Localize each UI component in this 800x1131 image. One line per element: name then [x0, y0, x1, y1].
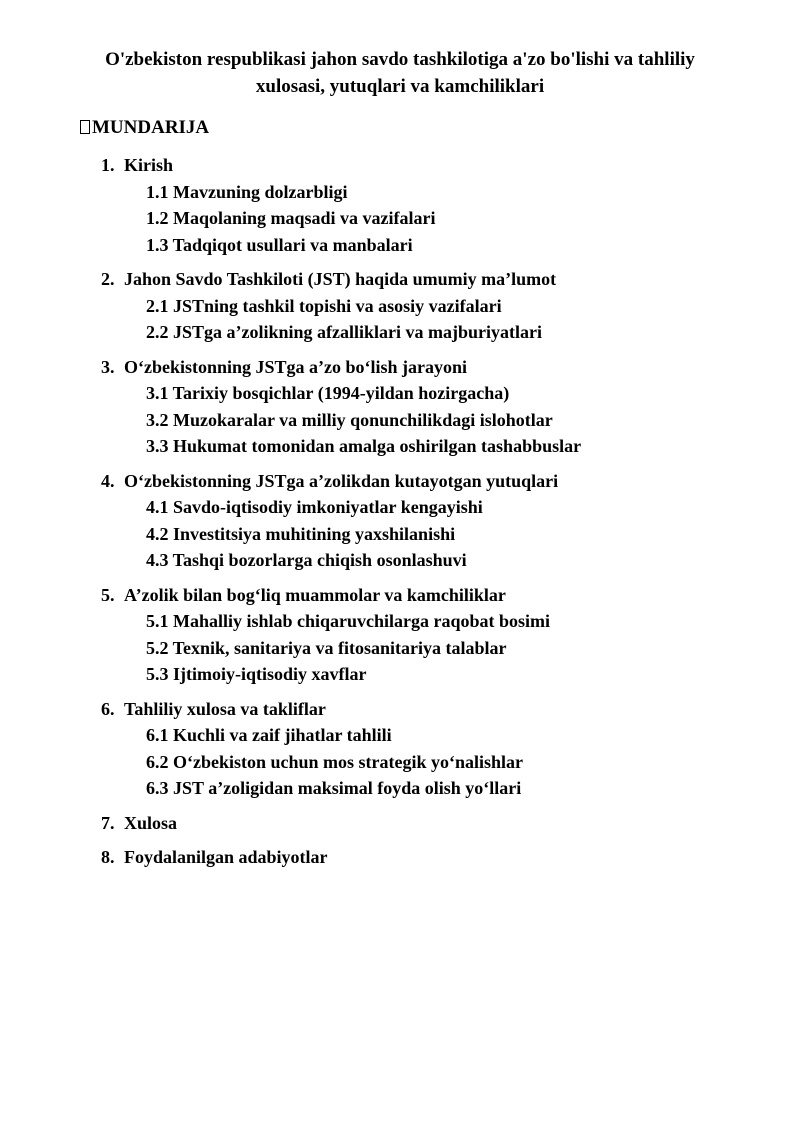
toc-subsection: 5.2 Texnik, sanitariya va fitosanitariya talablar — [146, 637, 507, 658]
toc-section-title: Xulosa — [124, 812, 178, 833]
toc-subsection: 3.2 Muzokaralar va milliy qonunchilikdagi islohotlar — [146, 409, 553, 430]
document-title-line-1: O'zbekiston respublikasi jahon savdo tashkilotiga a'zo bo'lishi va tahliliy — [105, 49, 695, 70]
toc-section-title: O‘zbekistonning JSTga a’zo bo‘lish jarayoni — [124, 356, 468, 377]
toc-subsection: 4.2 Investitsiya muhitining yaxshilanishi — [146, 523, 456, 544]
toc-section-number: 2. — [101, 269, 115, 289]
toc-section-title: Tahliliy xulosa va takliflar — [124, 698, 326, 719]
toc-subsection: 1.2 Maqolaning maqsadi va vazifalari — [146, 208, 436, 228]
contents-heading-text: MUNDARIJA — [92, 117, 210, 138]
toc-subsection: 6.1 Kuchli va zaif jihatlar tahlili — [146, 725, 392, 745]
toc-section-heading — [0, 354, 800, 381]
toc-section — [0, 810, 800, 837]
toc-section-heading — [0, 696, 800, 723]
toc-section — [0, 354, 800, 460]
toc-subsection-list — [0, 380, 800, 460]
toc-section-title: O‘zbekistonning JSTga a’zolikdan kutayotgan yutuqlari — [124, 470, 559, 491]
toc-section-heading — [0, 582, 800, 609]
toc-subsection: 4.3 Tashqi bozorlarga chiqish osonlashuvi — [146, 550, 467, 570]
toc-subsection: 6.2 O‘zbekiston uchun mos strategik yo‘nalishlar — [146, 751, 524, 772]
toc-subsection: 1.3 Tadqiqot usullari va manbalari — [146, 234, 413, 255]
toc-section-heading — [0, 266, 800, 293]
toc-subsection: 2.1 JSTning tashkil topishi va asosiy vazifalari — [146, 295, 502, 316]
toc-section-heading — [0, 468, 800, 495]
toc-subsection: 2.2 JSTga a’zolikning afzalliklari va majburiyatlari — [146, 322, 543, 342]
toc-section-number: 8. — [101, 847, 115, 867]
toc-section — [0, 844, 800, 871]
toc-section-number: 7. — [101, 812, 115, 833]
toc-subsection: 6.3 JST a’zoligidan maksimal foyda olish yo‘llari — [146, 778, 522, 798]
toc-section-number: 3. — [101, 356, 115, 377]
toc-subsection: 3.1 Tarixiy bosqichlar (1994-yildan hozirgacha) — [146, 383, 510, 403]
toc-subsection-list — [0, 722, 800, 802]
document-title — [60, 46, 740, 100]
toc-subsection-list — [0, 494, 800, 574]
toc-section — [0, 582, 800, 688]
toc-subsection-list — [0, 293, 800, 346]
toc-section-title: Foydalanilgan adabiyotlar — [124, 847, 328, 867]
contents-heading — [80, 114, 209, 141]
toc-subsection: 5.3 Ijtimoiy-iqtisodiy xavflar — [146, 664, 367, 684]
toc-subsection-list — [0, 608, 800, 688]
toc-section-number: 4. — [101, 470, 115, 491]
square-bullet-icon — [80, 120, 90, 134]
toc-section-title: Kirish — [124, 155, 174, 175]
toc-section-number: 5. — [101, 584, 115, 605]
toc-section — [0, 468, 800, 574]
toc-section-heading — [0, 810, 800, 837]
toc-section — [0, 152, 800, 258]
toc-subsection: 5.1 Mahalliy ishlab chiqaruvchilarga raqobat bosimi — [146, 611, 551, 631]
toc-section-number: 1. — [101, 155, 115, 175]
toc-section-number: 6. — [101, 698, 115, 719]
toc-subsection: 1.1 Mavzuning dolzarbligi — [146, 181, 348, 202]
document-title-line-2: xulosasi, yutuqlari va kamchiliklari — [255, 76, 545, 97]
toc-section-heading — [0, 152, 800, 179]
toc-section-title: A’zolik bilan bog‘liq muammolar va kamchiliklar — [124, 584, 506, 605]
toc-section-title: Jahon Savdo Tashkiloti (JST) haqida umumiy ma’lumot — [124, 269, 557, 289]
toc-section-heading — [0, 844, 800, 871]
table-of-contents — [0, 152, 800, 879]
toc-section — [0, 266, 800, 346]
toc-subsection: 3.3 Hukumat tomonidan amalga oshirilgan tashabbuslar — [146, 436, 582, 456]
toc-section — [0, 696, 800, 802]
toc-subsection: 4.1 Savdo-iqtisodiy imkoniyatlar kengayishi — [146, 497, 483, 517]
toc-subsection-list — [0, 179, 800, 259]
